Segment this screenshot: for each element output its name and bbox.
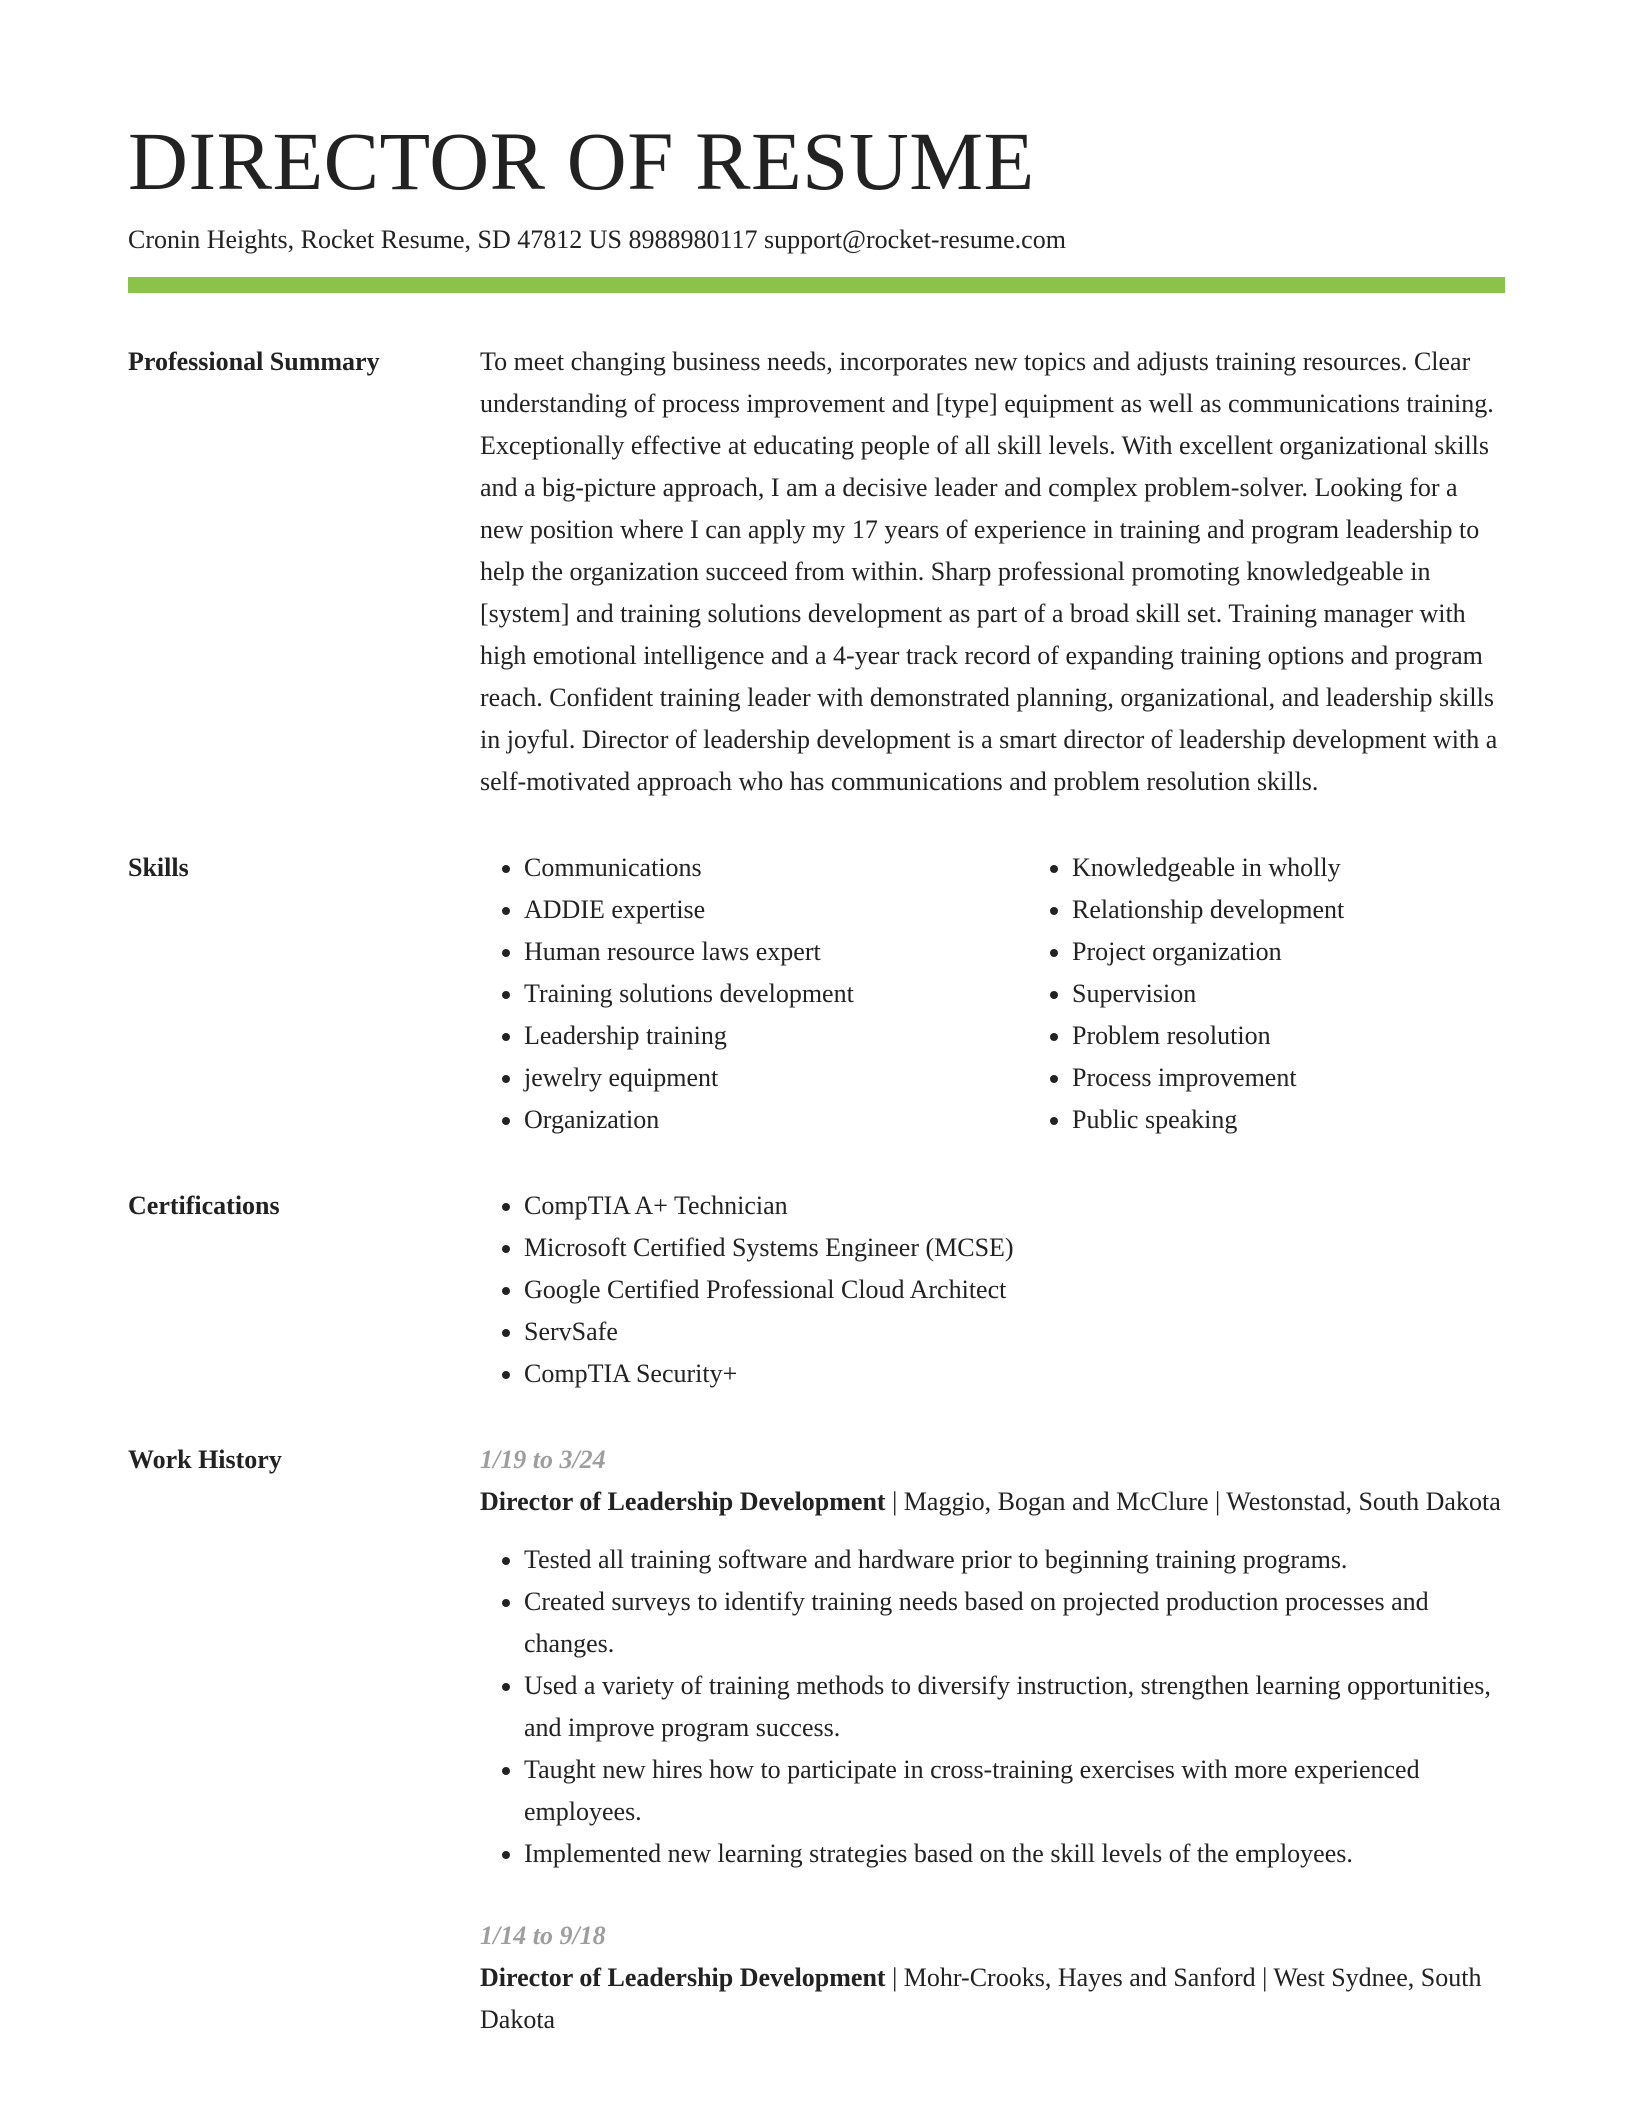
skill-item: • Process improvement bbox=[1072, 1057, 1505, 1099]
job-entry bbox=[480, 1915, 1505, 2041]
skills-list-right bbox=[1028, 847, 1505, 1141]
certification-item: • ServSafe bbox=[524, 1311, 1505, 1353]
job-dates: 1/19 to 3/24 bbox=[480, 1444, 606, 1474]
work-history-heading: Work History bbox=[128, 1444, 282, 1474]
skill-item: • Project organization bbox=[1072, 931, 1505, 973]
responsibility-item: • Tested all training software and hardware prior to beginning training programs. bbox=[524, 1539, 1505, 1581]
job-employer-location: | Mohr-Crooks, Hayes and Sanford | West Sydnee, South Dakota bbox=[480, 1962, 1482, 2034]
job-responsibilities bbox=[480, 1539, 1505, 1875]
certifications-list bbox=[480, 1185, 1505, 1395]
skill-item: • Supervision bbox=[1072, 973, 1505, 1015]
summary-text: To meet changing business needs, incorporates new topics and adjusts training resources. Clear understanding of process improvement and [type] equipment as well as communications training. Exceptionally effective at educating people of all skill levels. With excellent organizational skills and a big-picture approach, I am a decisive leader and complex problem-solver. Looking for a new position where I can apply my 17 years of experience in training and program leadership to help the organization succeed from within. Sharp professional promoting knowledgeable in [system] and training solutions development as part of a broad skill set. Training manager with high emotional intelligence and a 4-year track record of expanding training options and program reach. Confident training leader with demonstrated planning, organizational, and leadership skills in joyful. Director of leadership development is a smart director of leadership development with a self-motivated approach who has communications and problem resolution skills. bbox=[480, 346, 1498, 796]
summary-section bbox=[128, 341, 1505, 803]
certification-item: • Google Certified Professional Cloud Architect bbox=[524, 1269, 1505, 1311]
skill-item: • ADDIE expertise bbox=[524, 889, 1028, 931]
skills-section bbox=[128, 847, 1505, 1141]
summary-heading: Professional Summary bbox=[128, 346, 380, 376]
work-history-body bbox=[480, 1439, 1505, 2081]
job-title-line bbox=[480, 1481, 1505, 1523]
skill-item: • Relationship development bbox=[1072, 889, 1505, 931]
skill-item: • Human resource laws expert bbox=[524, 931, 1028, 973]
skill-item: • Knowledgeable in wholly bbox=[1072, 847, 1505, 889]
responsibility-item: • Implemented new learning strategies based on the skill levels of the employees. bbox=[524, 1833, 1505, 1875]
job-title-line bbox=[480, 1957, 1505, 2041]
skill-item: • Organization bbox=[524, 1099, 1028, 1141]
skills-heading: Skills bbox=[128, 852, 189, 882]
responsibility-item: • Used a variety of training methods to diversify instruction, strengthen learning opportunities, and improve program success. bbox=[524, 1665, 1505, 1749]
accent-divider bbox=[128, 277, 1505, 293]
resume-name: DIRECTOR OF RESUME bbox=[128, 115, 1035, 207]
skill-item: • Leadership training bbox=[524, 1015, 1028, 1057]
certifications-heading: Certifications bbox=[128, 1190, 280, 1220]
skill-item: • Public speaking bbox=[1072, 1099, 1505, 1141]
skill-item: • Training solutions development bbox=[524, 973, 1028, 1015]
job-employer-location: | Maggio, Bogan and McClure | Westonstad, South Dakota bbox=[885, 1486, 1501, 1516]
summary-body bbox=[480, 341, 1505, 803]
responsibility-item: • Taught new hires how to participate in cross-training exercises with more experienced employees. bbox=[524, 1749, 1505, 1833]
job-title: Director of Leadership Development bbox=[480, 1962, 886, 1992]
skills-list-left bbox=[480, 847, 1028, 1141]
certification-item: • CompTIA Security+ bbox=[524, 1353, 1505, 1395]
resume-page bbox=[128, 0, 1505, 2081]
skill-item: • Communications bbox=[524, 847, 1028, 889]
skill-item: • jewelry equipment bbox=[524, 1057, 1028, 1099]
skill-item: • Problem resolution bbox=[1072, 1015, 1505, 1057]
certifications-section bbox=[128, 1185, 1505, 1395]
contact-line: Cronin Heights, Rocket Resume, SD 47812 US 8988980117 support@rocket-resume.com bbox=[128, 225, 1066, 255]
job-dates: 1/14 to 9/18 bbox=[480, 1920, 606, 1950]
certifications-body bbox=[480, 1185, 1505, 1395]
certification-item: • CompTIA A+ Technician bbox=[524, 1185, 1505, 1227]
work-history-section bbox=[128, 1439, 1505, 2081]
skills-columns bbox=[480, 847, 1505, 1141]
responsibility-item: • Created surveys to identify training needs based on projected production processes and changes. bbox=[524, 1581, 1505, 1665]
certification-item: • Microsoft Certified Systems Engineer (MCSE) bbox=[524, 1227, 1505, 1269]
job-entry bbox=[480, 1439, 1505, 1875]
job-title: Director of Leadership Development bbox=[480, 1486, 886, 1516]
